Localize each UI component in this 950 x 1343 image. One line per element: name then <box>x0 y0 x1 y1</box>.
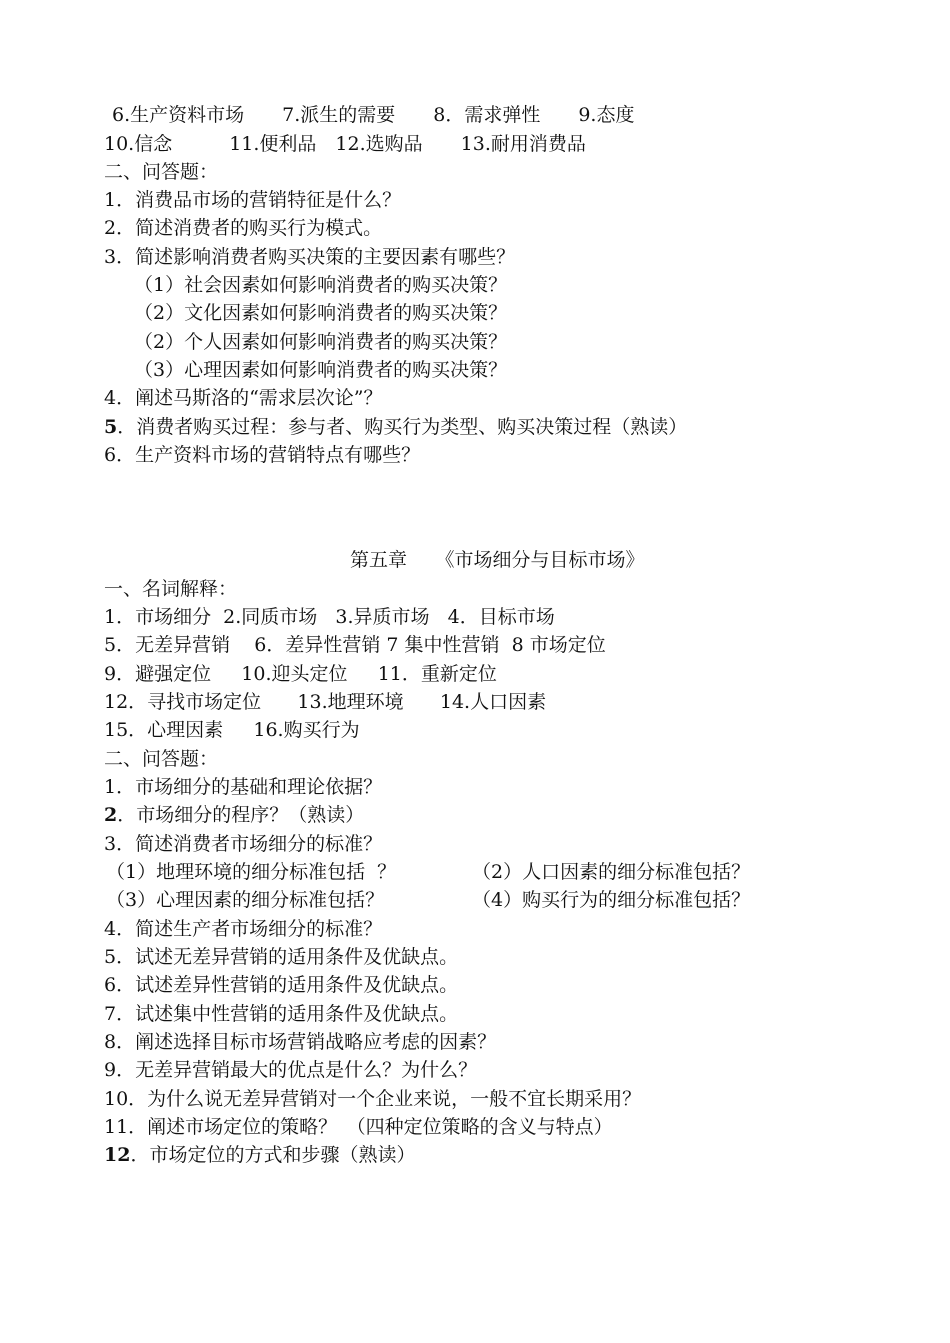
question-5 <box>104 413 687 441</box>
question-1: 1．消费品市场的营销特征是什么？ <box>104 189 402 211</box>
question-3-sub-4: （3）心理因素如何影响消费者的购买决策？ <box>134 359 508 381</box>
ch5-question-3: 3．简述消费者市场细分的标准？ <box>104 833 383 855</box>
ch5-question-5: 5．试述无差异营销的适用条件及优缺点。 <box>104 946 459 968</box>
question-3-sub-1: （1）社会因素如何影响消费者的购买决策？ <box>134 274 508 296</box>
ch5-question-7: 7．试述集中性营销的适用条件及优缺点。 <box>104 1003 459 1025</box>
question-5-text: ．消费者购买过程：参与者、购买行为类型、购买决策过程（熟读） <box>117 416 688 438</box>
term-line-4: 12．寻找市场定位 13.地理环境 14.人口因素 <box>104 691 547 713</box>
ch5-question-1: 1．市场细分的基础和理论依据？ <box>104 776 383 798</box>
ch5-question-11: 11．阐述市场定位的策略？ （四种定位策略的含义与特点） <box>104 1116 613 1138</box>
question-3-sub-2: （2）文化因素如何影响消费者的购买决策？ <box>134 302 508 324</box>
ch5-question-12 <box>104 1141 415 1169</box>
ch5-question-9: 9．无差异营销最大的优点是什么？为什么？ <box>104 1059 478 1081</box>
ch5-question-4: 4．简述生产者市场细分的标准？ <box>104 918 383 940</box>
ch5-question-12-text: ．市场定位的方式和步骤（熟读） <box>130 1144 416 1166</box>
qa-heading-2: 二、问答题： <box>104 748 219 770</box>
term-line-2: 5．无差异营销 6．差异性营销 7 集中性营销 8 市场定位 <box>104 634 606 656</box>
ch5-question-3-sub-3: （3）心理因素的细分标准包括？ <box>106 889 385 911</box>
qa-heading: 二、问答题： <box>104 161 219 183</box>
ch5-question-3-sub-1: （1）地理环境的细分标准包括 ？ <box>106 861 397 883</box>
question-5-number: 5 <box>104 416 118 438</box>
terms-line-2: 10.信念 11.便利品 12.选购品 13.耐用消费品 <box>104 133 586 155</box>
question-4: 4．阐述马斯洛的“需求层次论”？ <box>104 387 383 409</box>
ch5-question-6: 6．试述差异性营销的适用条件及优缺点。 <box>104 974 459 996</box>
ch5-question-10: 10．为什么说无差异营销对一个企业来说，一般不宜长期采用？ <box>104 1088 642 1110</box>
question-3: 3．简述影响消费者购买决策的主要因素有哪些？ <box>104 246 516 268</box>
question-2: 2．简述消费者的购买行为模式。 <box>104 217 383 239</box>
ch5-question-2-number: 2 <box>104 804 118 826</box>
ch5-question-8: 8．阐述选择目标市场营销战略应考虑的因素？ <box>104 1031 497 1053</box>
question-3-sub-3: （2）个人因素如何影响消费者的购买决策？ <box>134 331 508 353</box>
term-line-1: 1．市场细分 2.同质市场 3.异质市场 4．目标市场 <box>104 606 555 628</box>
ch5-question-3-sub-2: （2）人口因素的细分标准包括？ <box>472 861 751 883</box>
ch5-question-2 <box>104 801 364 829</box>
term-line-3: 9．避强定位 10.迎头定位 11．重新定位 <box>104 663 497 685</box>
terms-heading: 一、名词解释： <box>104 578 238 600</box>
terms-line-1: 6.生产资料市场 7.派生的需要 8．需求弹性 9.态度 <box>112 104 635 126</box>
term-line-5: 15．心理因素 16.购买行为 <box>104 719 360 741</box>
ch5-question-2-text: ．市场细分的程序？（熟读） <box>117 804 365 826</box>
ch5-question-3-sub-4: （4）购买行为的细分标准包括？ <box>472 889 751 911</box>
ch5-question-12-number: 12 <box>104 1144 131 1166</box>
chapter-title: 第五章 《市场细分与目标市场》 <box>350 549 645 571</box>
question-6: 6．生产资料市场的营销特点有哪些？ <box>104 444 421 466</box>
